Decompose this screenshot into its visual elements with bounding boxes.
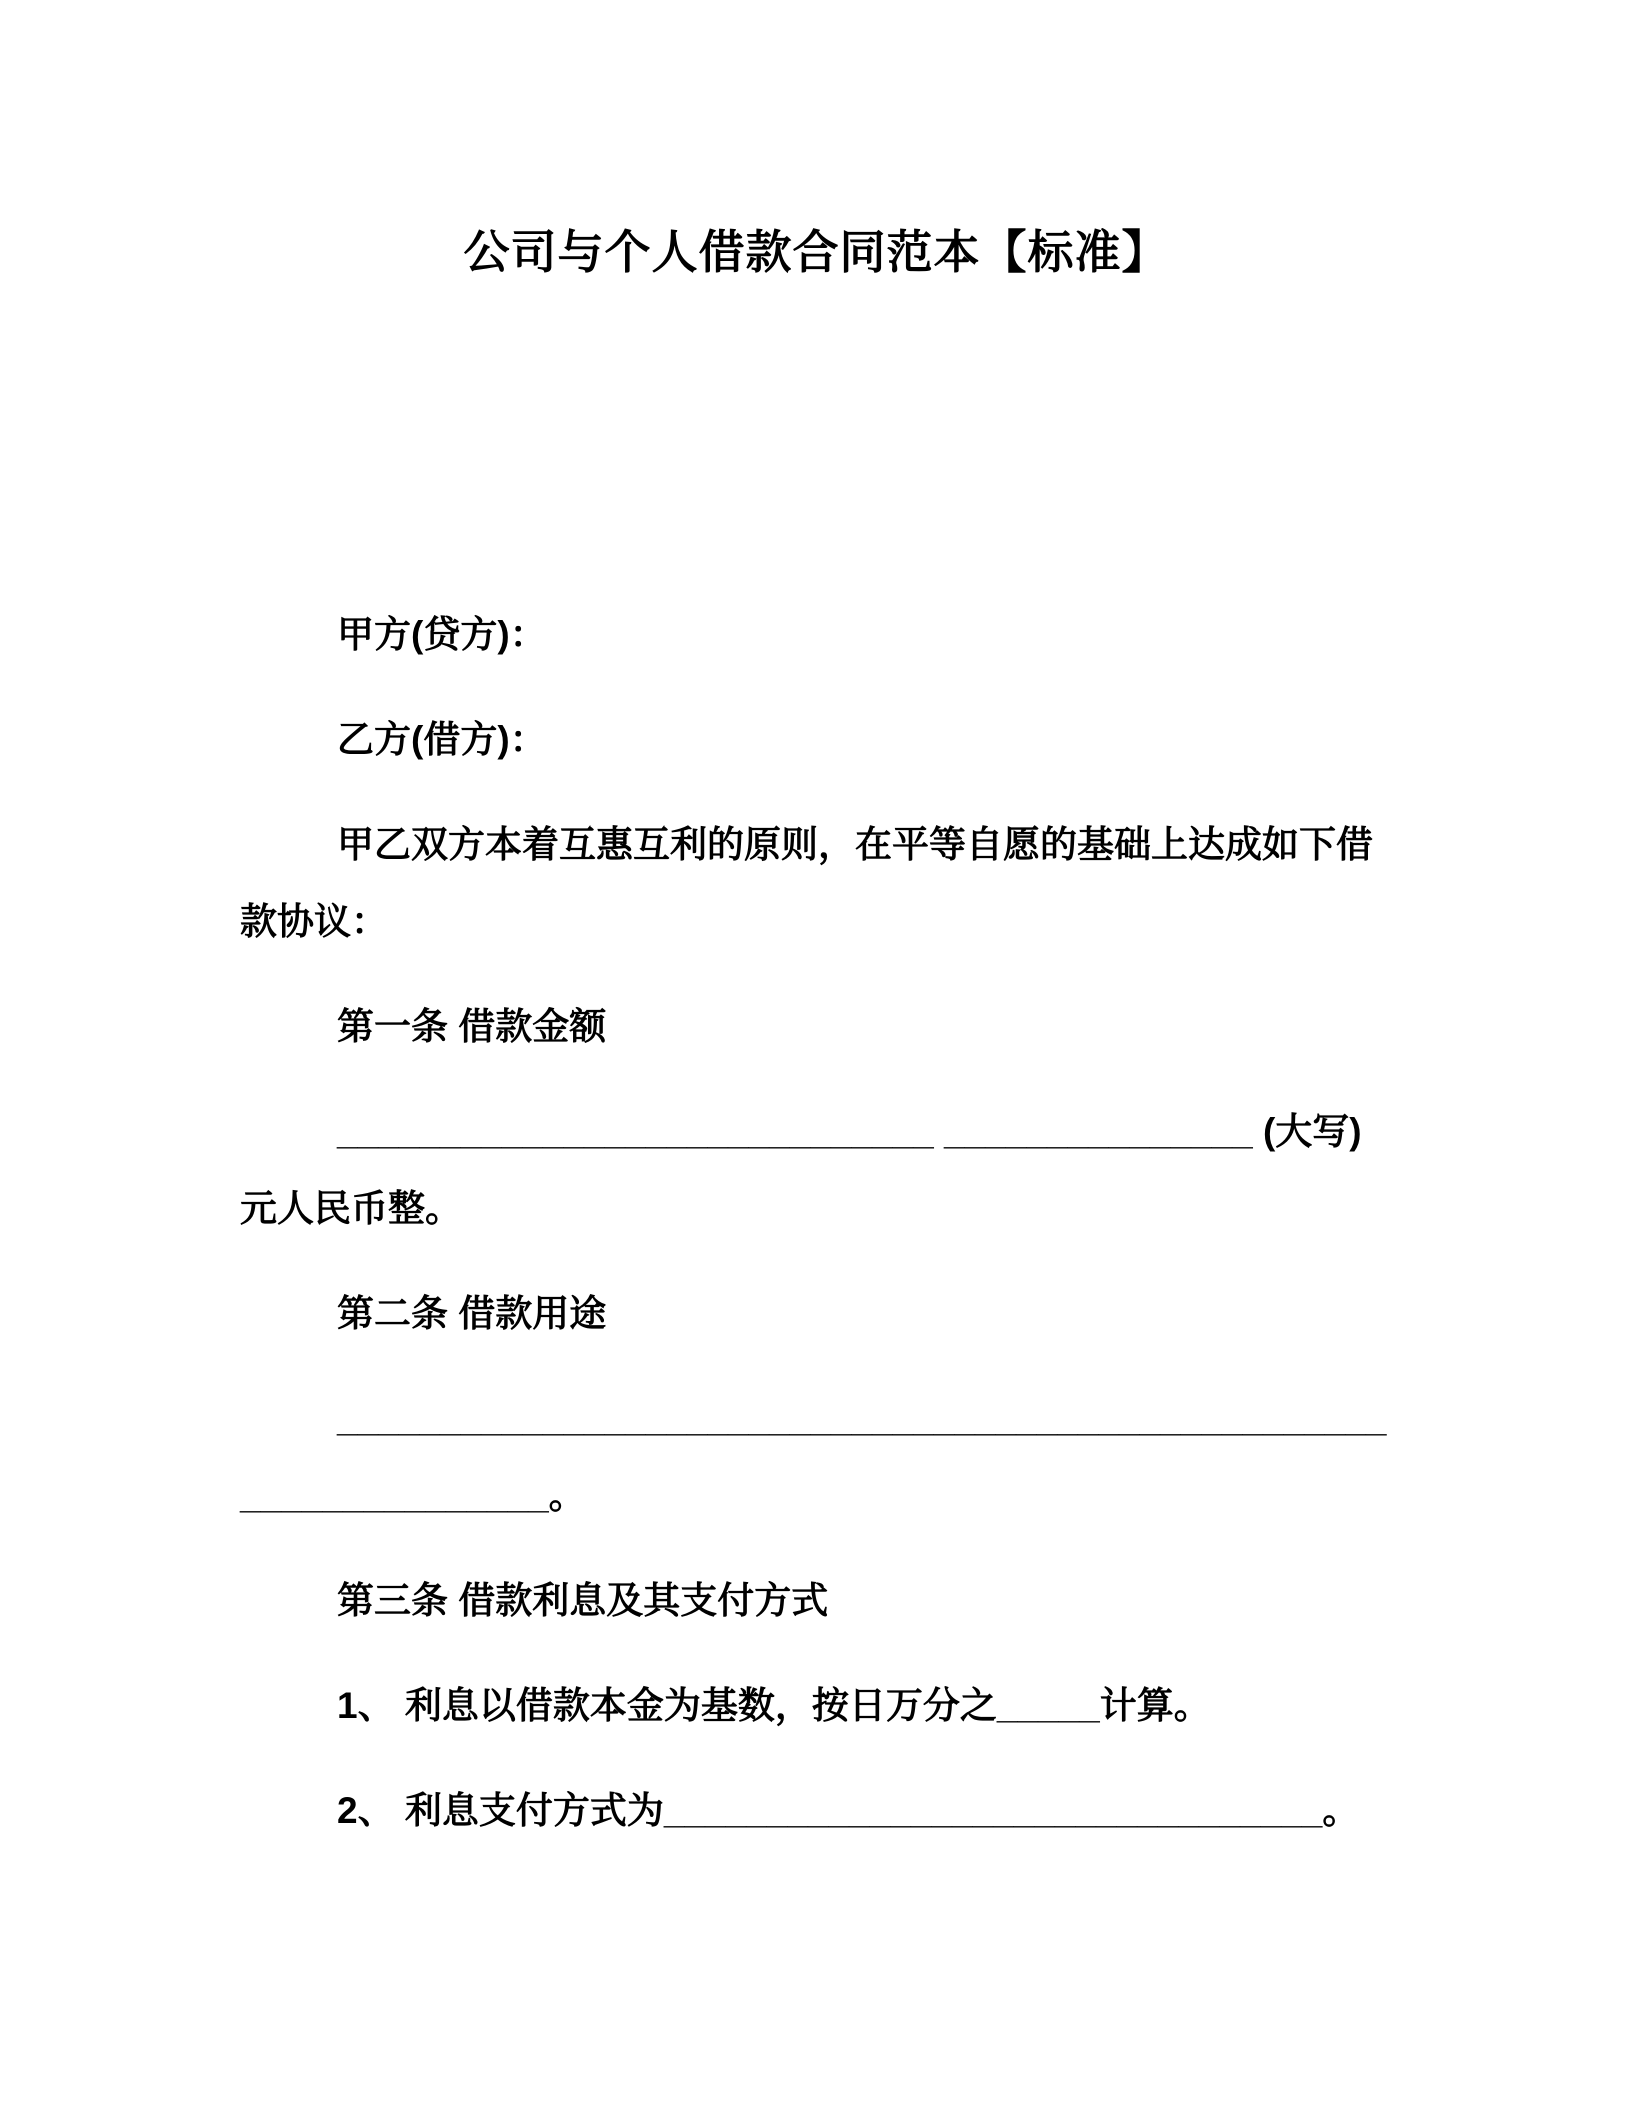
document-title: 公司与个人借款合同范本【标准】 — [463, 226, 1169, 278]
article-3-item-1: 1、 利息以借款本金为基数，按日万分之_____计算。 — [337, 1685, 1211, 1726]
article-2-purpose-blank-line: __________________________________________________________________。 — [240, 1398, 1387, 1516]
article-1-amount-blank-line: _____________________________ _______________ (大写) 元人民币整。 — [240, 1111, 1362, 1229]
party-b-line: 乙方(借方)： — [337, 719, 547, 760]
article-2-heading: 第二条 借款用途 — [337, 1293, 607, 1334]
article-3-heading: 第三条 借款利息及其支付方式 — [337, 1580, 829, 1621]
article-1-heading: 第一条 借款金额 — [337, 1006, 607, 1047]
article-3-item-2: 2、 利息支付方式为________________________________。 — [337, 1790, 1360, 1831]
preamble-paragraph: 甲乙双方本着互惠互利的原则，在平等自愿的基础上达成如下借款协议： — [240, 824, 1373, 942]
party-a-line: 甲方(贷方)： — [337, 614, 547, 655]
